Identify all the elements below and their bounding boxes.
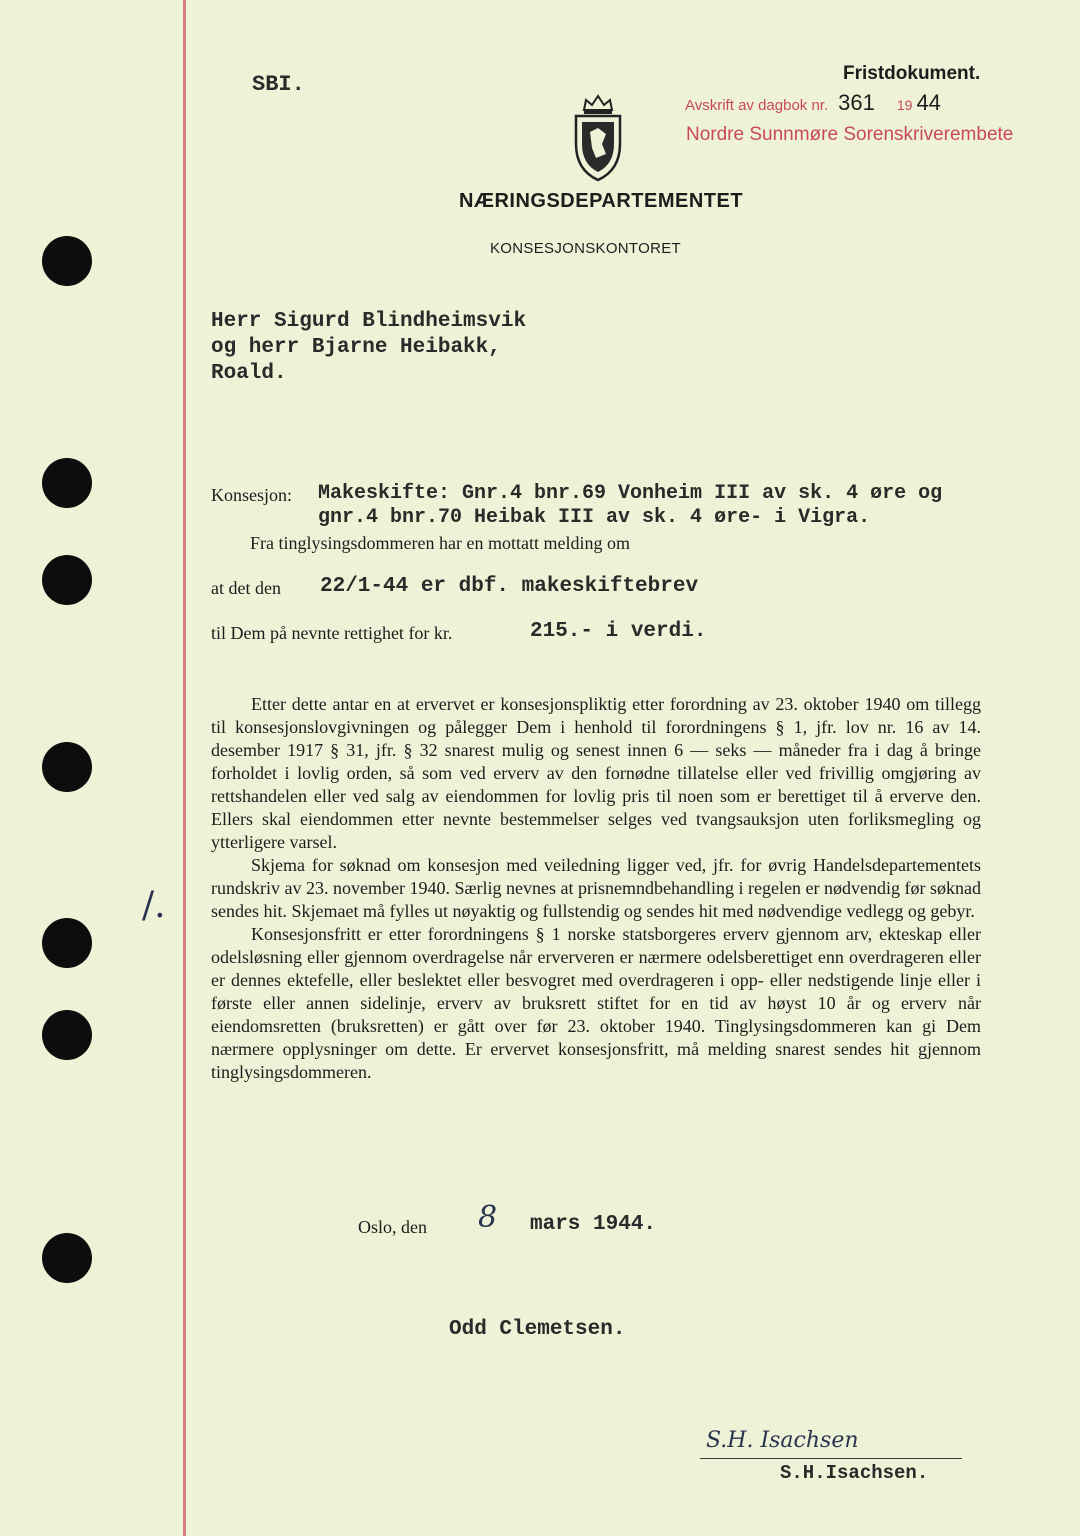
- melding-amount-label: til Dem på nevnte rettighet for kr.: [211, 623, 453, 643]
- recipient-line-1: Herr Sigurd Blindheimsvik: [211, 310, 527, 333]
- clerk-signature: S.H.Isachsen.: [780, 1462, 929, 1484]
- body-paragraph-2: Skjema for søknad om konsesjon med veiledning ligger ved, jfr. for øvrig Handelsdepartementets rundskriv av 23. november 1940. Særlig nevnes at prisnemndbehandling i regelen er nødvendig før søknad sendes hit. Skjemaet må fylles ut nøyaktig og fullstendig og sendes hit med nødvendige vedlegg og gebyr.: [211, 855, 981, 921]
- stamp-journal-line: [685, 90, 941, 116]
- punch-hole: [42, 1233, 92, 1283]
- recipient-line-3: Roald.: [211, 362, 287, 385]
- closing-place: Oslo, den: [358, 1217, 427, 1237]
- recipient-line-2: og herr Bjarne Heibakk,: [211, 336, 501, 359]
- punch-hole: [42, 555, 92, 605]
- melding-date-label: at det den: [211, 578, 281, 598]
- punch-hole: [42, 458, 92, 508]
- melding-amount-value: 215.- i verdi.: [530, 620, 707, 643]
- body-paragraph-1: Etter dette antar en at ervervet er konsesjonspliktig etter forordning av 23. oktober 1940 om tillegg til konsesjonslovgivningen og pålegger Dem i henhold til forordningens § 1, jfr. lov nr. 16 av 14. desember 1917 § 31, jfr. § 32 snarest mulig og senest innen 6 — seks — måneder fra i dag å bringe forholdet i lovlig orden, så som ved erverv av den fornødne tillatelse eller ved frivillig omgjøring av rettshandelen eller ved salg av eiendommen for lovlig pris til noen som er berettiget til å erverve den. Ellers skal eiendommen etter nevnte bestemmelser selges ved tvangsauksjon uten forliksmegling og ytterligere varsel.: [211, 694, 981, 852]
- stamp-year-prefix: 19: [896, 97, 913, 113]
- coat-of-arms-icon: [566, 92, 630, 184]
- margin-mark: /.: [142, 885, 166, 926]
- konsesjon-line-1: Makeskifte: Gnr.4 bnr.69 Vonheim III av sk. 4 øre og: [318, 482, 943, 505]
- konsesjon-line-2: gnr.4 bnr.70 Heibak III av sk. 4 øre- i Vigra.: [318, 506, 871, 529]
- closing-day: 8: [478, 1200, 498, 1235]
- stamp-journal-label: Avskrift av dagbok nr.: [685, 97, 829, 114]
- body-text: [211, 693, 981, 1084]
- stamp-office: Nordre Sunnmøre Sorenskriverembete: [686, 124, 1014, 145]
- konsesjon-label: Konsesjon:: [211, 485, 292, 505]
- stamp-title: Fristdokument.: [843, 63, 981, 84]
- margin-rule: [183, 0, 186, 1536]
- office-name: KONSESJONSKONTORET: [490, 240, 681, 257]
- body-paragraph-3: Konsesjonsfritt er etter forordningens § 1 norske statsborgeres erverv gjennom arv, ekteskap eller odelsløsning eller gjennom overdragelse når erververen er nærmere odelsberettiget enn overdrageren eller er dennes ektefelle, eller beslektet eller besvogret med overdrageren i opp- eller nedstigende linje eller i første eller annen sidelinje, erverv av bruksrett stiftet for en tid av høyst 10 år og erverv når eiendomsretten (bruksretten) er gått over før 23. oktober 1940. Tinglysingsdommeren kan gi Dem nærmere opplysninger om dette. Er ervervet konsesjonsfritt, må melding snarest sendes hit gjennom tinglysingsdommeren.: [211, 924, 981, 1082]
- melding-date-value: 22/1-44 er dbf. makeskiftebrev: [320, 575, 699, 598]
- punch-hole: [42, 918, 92, 968]
- stamp-journal-number: 361: [838, 90, 875, 115]
- closing-date: mars 1944.: [530, 1213, 657, 1236]
- official-signature: Odd Clemetsen.: [449, 1318, 626, 1341]
- melding-line-1: Fra tinglysingsdommeren har en mottatt melding om: [250, 533, 630, 553]
- punch-hole: [42, 236, 92, 286]
- signature-line: [700, 1458, 962, 1459]
- stamp-year: 44: [916, 90, 941, 115]
- punch-hole: [42, 1010, 92, 1060]
- punch-hole: [42, 742, 92, 792]
- handwritten-signature: S.H. Isachsen: [706, 1428, 859, 1453]
- corner-code: SBI.: [252, 72, 305, 97]
- department-name: NÆRINGSDEPARTEMENTET: [459, 190, 744, 212]
